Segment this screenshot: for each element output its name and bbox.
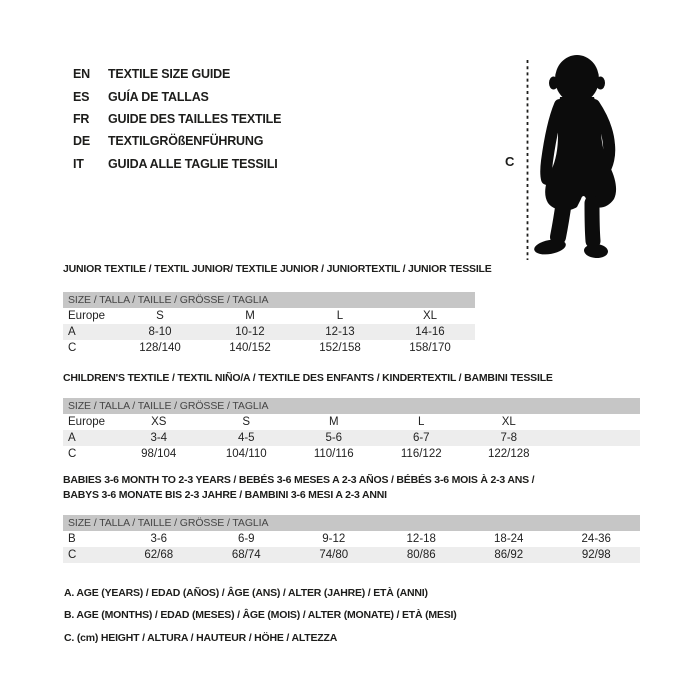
baby-silhouette-icon (533, 55, 616, 259)
size-cell-empty (553, 414, 641, 430)
babies-table-title-line2: BABYS 3-6 MONATE BIS 2-3 JAHRE / BAMBINI 3-6 MESI A 2-3 ANNI (63, 489, 387, 501)
language-code: FR (73, 111, 90, 126)
row-label: Europe (68, 416, 106, 428)
size-cell: 18-24 (494, 533, 524, 545)
size-cell: 6-9 (237, 533, 255, 545)
size-cell: 104/110 (225, 448, 267, 460)
language-title: GUIDA ALLE TAGLIE TESSILI (108, 156, 278, 171)
height-dimension-label: C (505, 154, 515, 169)
row-label: A (68, 432, 76, 444)
legend-line-c: C. (cm) HEIGHT / ALTURA / HAUTEUR / HÖHE / ALTEZZA (64, 631, 338, 644)
size-cell: 8-10 (148, 326, 172, 338)
size-cell: 3-6 (150, 533, 168, 545)
table-row-europe (63, 308, 475, 324)
size-cell: XL (422, 310, 438, 322)
row-label: Europe (68, 310, 106, 322)
table-row-height (63, 547, 640, 563)
size-cell: 12-18 (406, 533, 436, 545)
size-cell: 10-12 (235, 326, 265, 338)
size-cell: 110/116 (313, 448, 354, 460)
table-row-height (63, 340, 475, 356)
babies-table-title-line1: BABIES 3-6 MONTH TO 2-3 YEARS / BEBÉS 3-6 MESES A 2-3 AÑOS / BÉBÉS 3-6 MOIS À 2-3 ANS / (63, 474, 535, 486)
language-row-it (73, 153, 281, 175)
size-cell: 92/98 (581, 549, 611, 561)
size-cell: 74/80 (319, 549, 349, 561)
children-size-table (63, 398, 640, 462)
size-cell: 4-5 (237, 432, 255, 444)
language-code: EN (73, 67, 90, 82)
language-row-fr (73, 108, 281, 130)
size-cell: L (336, 310, 344, 322)
size-cell: 7-8 (500, 432, 518, 444)
size-cell: 140/152 (229, 342, 271, 354)
language-row-de (73, 130, 281, 152)
size-cell: 80/86 (406, 549, 436, 561)
size-header-bar: SIZE / TALLA / TAILLE / GRÖSSE / TAGLIA (63, 292, 475, 308)
language-title-list (73, 63, 281, 175)
language-code: DE (73, 134, 90, 149)
size-cell: 86/92 (494, 549, 524, 561)
row-label: C (68, 549, 77, 561)
size-cell: 14-16 (415, 326, 445, 338)
size-cell: M (245, 310, 255, 322)
size-cell: 62/68 (144, 549, 174, 561)
language-title: GUÍA DE TALLAS (108, 89, 209, 104)
size-header-bar: SIZE / TALLA / TAILLE / GRÖSSE / TAGLIA (63, 515, 640, 531)
size-cell: 6-7 (412, 432, 430, 444)
size-cell: L (418, 416, 425, 428)
table-row-age (63, 324, 475, 340)
size-cell: XL (501, 416, 516, 428)
size-cell: 9-12 (322, 533, 346, 545)
junior-size-table (63, 292, 475, 356)
row-label: A (68, 326, 76, 338)
size-cell: 128/140 (139, 342, 181, 354)
language-title: TEXTILE SIZE GUIDE (108, 67, 231, 82)
language-title: TEXTILGRÖßENFÜHRUNG (108, 134, 264, 149)
size-cell: 158/170 (409, 342, 451, 354)
size-cell: 98/104 (141, 448, 177, 460)
table-row-age-months (63, 531, 640, 547)
size-cell: 152/158 (319, 342, 361, 354)
language-row-es (73, 85, 281, 107)
language-title: GUIDE DES TAILLES TEXTILE (108, 111, 282, 126)
table-row-age (63, 430, 640, 446)
size-cell: 122/128 (487, 448, 530, 460)
size-cell-empty (553, 430, 641, 446)
children-table-title: CHILDREN'S TEXTILE / TEXTIL NIÑO/A / TEXTILE DES ENFANTS / KINDERTEXTIL / BAMBINI TESSILE (63, 372, 553, 384)
row-label: C (68, 342, 77, 354)
size-cell-empty (553, 446, 641, 462)
size-cell: 116/122 (400, 448, 442, 460)
language-row-en (73, 63, 281, 85)
size-header-bar: SIZE / TALLA / TAILLE / GRÖSSE / TAGLIA (63, 398, 640, 414)
table-row-height (63, 446, 640, 462)
size-cell: S (156, 310, 164, 322)
size-cell: XS (151, 416, 167, 428)
dimension-legend (64, 582, 457, 649)
size-cell: 68/74 (231, 549, 261, 561)
size-cell: S (242, 416, 251, 428)
row-label: B (68, 533, 76, 545)
size-cell: 3-4 (150, 432, 168, 444)
size-cell: 5-6 (325, 432, 343, 444)
language-code: ES (73, 89, 90, 104)
junior-table-title: JUNIOR TEXTILE / TEXTIL JUNIOR/ TEXTILE JUNIOR / JUNIORTEXTIL / JUNIOR TESSILE (63, 263, 492, 275)
legend-line-b: B. AGE (MONTHS) / EDAD (MESES) / ÂGE (MOIS) / ALTER (MONATE) / ETÀ (MESI) (64, 609, 457, 622)
babies-size-table (63, 515, 640, 563)
size-cell: 24-36 (581, 533, 611, 545)
size-cell: 12-13 (325, 326, 355, 338)
legend-line-a: A. AGE (YEARS) / EDAD (AÑOS) / ÂGE (ANS) / ALTER (JAHRE) / ETÀ (ANNI) (64, 587, 428, 599)
babies-table-title (63, 473, 623, 503)
language-code: IT (73, 156, 84, 171)
row-label: C (68, 448, 77, 460)
table-row-europe (63, 414, 640, 430)
size-cell: M (328, 416, 339, 428)
